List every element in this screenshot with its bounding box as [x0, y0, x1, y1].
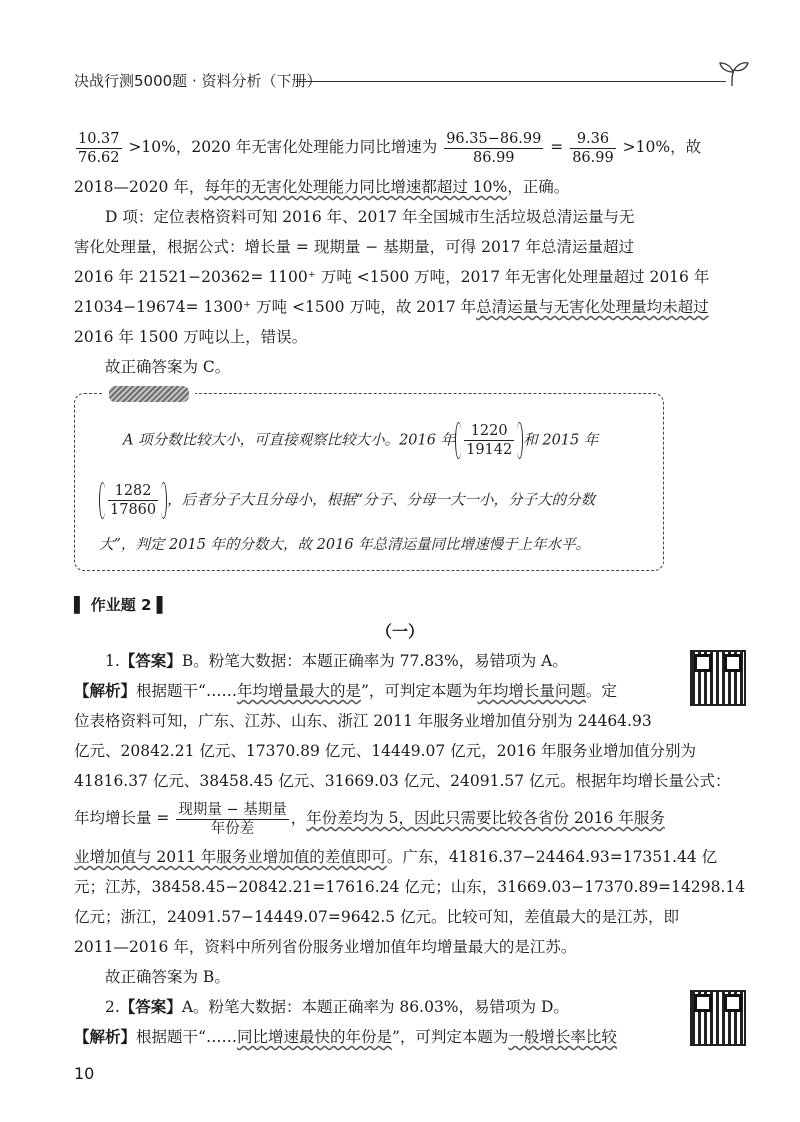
option-d-line2: 害化处理量，根据公式：增长量 = 现期量 − 基期量，可得 2017 年总清运量超过: [74, 238, 634, 256]
sub-section-title: （一）: [375, 622, 424, 641]
tip-line3: 大”，判定 2015 年的分数大，故 2016 年总清运量同比增速慢于上年水平。: [99, 537, 591, 553]
option-c-line1: $\frac{10.37}{76.62}$ >10%，2020 年无害化处理能力同比增速为 $\frac{96.35-86.99}{86.99}$ = $\frac{9.36}{86.99}$ >10%，故: [78, 130, 702, 166]
fraction: $\frac{96.35-86.99}{86.99}$: [446, 130, 542, 166]
page-number: 10: [74, 1064, 95, 1083]
q2-analysis-line1: 【解析】根据题干“……同比增速最快的年份是”，可判定本题为一般增长率比较: [74, 1027, 617, 1046]
section-title: ▌ 作业题 2 ▌: [74, 596, 169, 614]
q1-answer-line: 1.【答案】B。粉笔大数据：本题正确率为 77.83%，易错项为 A。: [105, 651, 568, 670]
tip-line2: $\frac{1282}{17860}$ ，后者分子大且分母小，根据“分子、分母一大一小，分子大的分数: [99, 482, 659, 519]
q1-analysis-line3: 亿元、20842.21 亿元、17370.89 亿元、14449.07 亿元，2016 年服务业增加值分别为: [74, 742, 697, 760]
qr-code-icon: [690, 990, 746, 1046]
book-title: 决战行测5000题 · 资料分析（下册）: [74, 72, 322, 90]
qr-code-icon: [690, 650, 746, 706]
answer-c: 故正确答案为 C。: [105, 358, 231, 376]
tip-line1: A 项分数比较大小，可直接观察比较大小。2016 年 $\frac{1220}{19142}$ 和 2015 年: [123, 423, 599, 458]
answer-b: 故正确答案为 B。: [105, 968, 230, 986]
q1-analysis-line2: 位表格资料可知，广东、江苏、山东、浙江 2011 年服务业增加值分别为 24464.93: [74, 712, 652, 730]
header-rule: [296, 81, 726, 82]
tip-label-badge: [103, 384, 195, 404]
option-d-line4: 21034−19674= 1300⁺ 万吨 <1500 万吨，故 2017 年总清运量与无害化处理量均未超过: [74, 298, 709, 316]
running-header: [74, 66, 750, 94]
paren-fraction: $\frac{1282}{17860}$: [99, 482, 167, 519]
fraction: $\frac{9.36}{86.99}$: [572, 130, 614, 166]
fraction: $\frac{10.37}{76.62}$: [78, 130, 120, 166]
q1-analysis-line5: 年均增长量 = $\frac{\text{现期量 − 基期量}}{\text{年份差}}$ ，年份差均为 5，因此只需要比较各省份 2016 年服务: [74, 801, 665, 837]
option-c-line2: 2018—2020 年，每年的无害化处理能力同比增速都超过 10%，正确。: [74, 178, 570, 196]
q1-analysis-line7: 元；江苏，38458.45−20842.21=17616.24 亿元；山东，31669.03−17370.89=14298.14: [74, 878, 746, 896]
formula-fraction: $\frac{\text{现期量 − 基期量}}{\text{年份差}}$: [178, 801, 287, 837]
q1-analysis-line9: 2011—2016 年，资料中所列省份服务业增加值年均增量最大的是江苏。: [74, 938, 577, 956]
q1-analysis-line4: 41816.37 亿元、38458.45 亿元、31669.03 亿元、24091.57 亿元。根据年均增长量公式：: [74, 772, 731, 790]
tip-box: [74, 393, 664, 571]
q1-analysis-line1: 【解析】根据题干“……年均增量最大的是”，可判定本题为年均增长量问题。定: [74, 681, 617, 700]
sprout-leaf-icon: [716, 60, 750, 88]
q2-answer-line: 2.【答案】A。粉笔大数据：本题正确率为 86.03%，易错项为 D。: [105, 997, 569, 1016]
option-d-line3: 2016 年 21521−20362= 1100⁺ 万吨 <1500 万吨，2017 年无害化处理量超过 2016 年: [74, 268, 710, 286]
paren-fraction: $\frac{1220}{19142}$: [455, 422, 523, 459]
option-d-line5: 2016 年 1500 万吨以上，错误。: [74, 328, 308, 346]
q1-analysis-line6: 业增加值与 2011 年服务业增加值的差值即可。广东，41816.37−24464.93=17351.44 亿: [74, 848, 718, 866]
q1-analysis-line8: 亿元；浙江，24091.57−14449.07=9642.5 亿元。比较可知，差值最大的是江苏，即: [74, 908, 680, 926]
option-d-line1: D 项：定位表格资料可知 2016 年、2017 年全国城市生活垃圾总清运量与无: [105, 208, 635, 226]
